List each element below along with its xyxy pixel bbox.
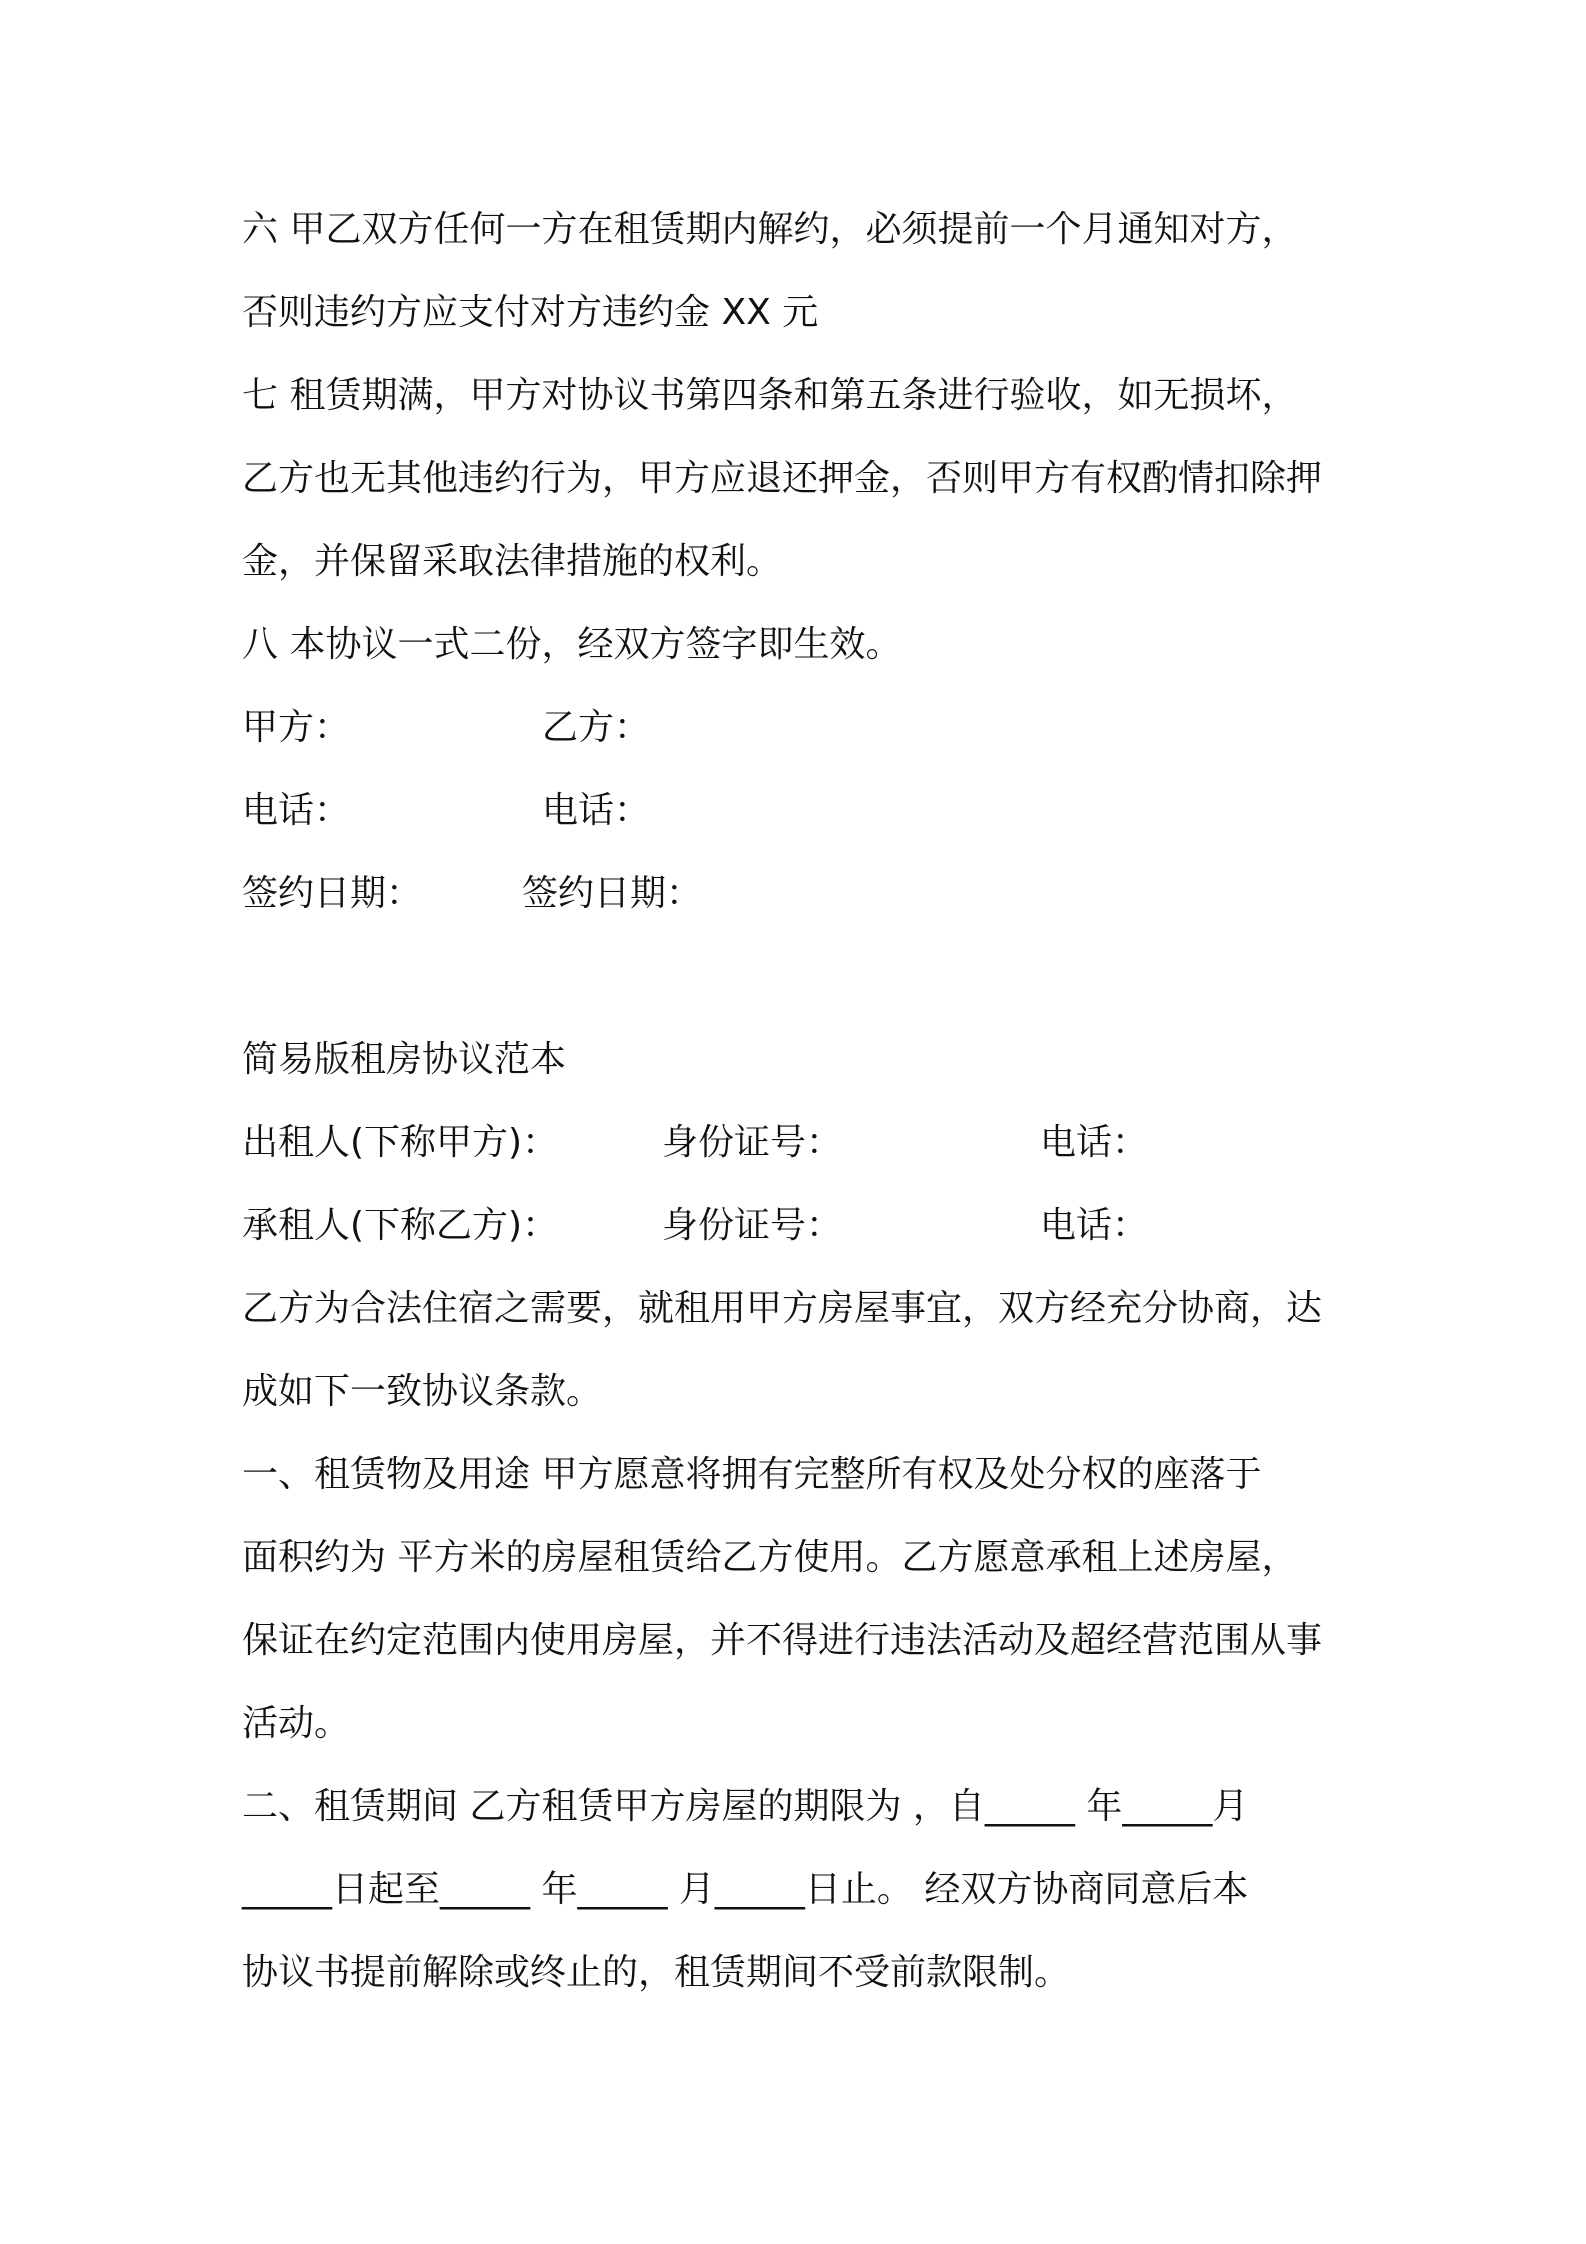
intro-line-1: 乙方为合法住宿之需要，就租用甲方房屋事宜，双方经充分协商，达 [242, 1288, 1323, 1329]
party-a-label: 甲方： [242, 707, 351, 748]
item-1-line-4: 活动。 [242, 1703, 351, 1744]
item-2-line-1: 二、租赁期间 乙方租赁甲方房屋的期限为 ，自_____ 年_____月 [242, 1786, 1249, 1827]
clause-6-line-2: 否则违约方应支付对方违约金 XX 元 [242, 292, 819, 333]
simple-agreement-title: 简易版租房协议范本 [242, 1039, 567, 1080]
intro-line-2: 成如下一致协议条款。 [242, 1371, 603, 1412]
date-a-label: 签约日期： [242, 873, 423, 914]
item-1-line-2: 面积约为 平方米的房屋租赁给乙方使用。乙方愿意承租上述房屋， [242, 1537, 1298, 1578]
clause-7-line-2: 乙方也无其他违约行为，甲方应退还押金，否则甲方有权酌情扣除押 [242, 458, 1323, 499]
lessee-phone-label: 电话： [1040, 1205, 1149, 1246]
lessor-phone-label: 电话： [1040, 1122, 1149, 1163]
item-1-line-1: 一、租赁物及用途 甲方愿意将拥有完整所有权及处分权的座落于 [242, 1454, 1262, 1495]
item-2-line-2: _____日起至_____ 年_____ 月_____日止。 经双方协商同意后本 [242, 1869, 1249, 1910]
item-1-line-3: 保证在约定范围内使用房屋，并不得进行违法活动及超经营范围从事 [242, 1620, 1323, 1661]
lessee-label: 承租人(下称乙方)： [242, 1205, 559, 1246]
clause-7-line-3: 金，并保留采取法律措施的权利。 [242, 541, 783, 582]
item-2-line-3: 协议书提前解除或终止的，租赁期间不受前款限制。 [242, 1952, 1071, 1993]
date-b-label: 签约日期： [522, 873, 703, 914]
party-b-label: 乙方： [542, 707, 651, 748]
clause-8-line-1: 八 本协议一式二份，经双方签字即生效。 [242, 624, 902, 665]
lessee-id-label: 身份证号： [662, 1205, 843, 1246]
clause-6-line-1: 六 甲乙双方任何一方在租赁期内解约，必须提前一个月通知对方， [242, 209, 1298, 250]
lessor-label: 出租人(下称甲方)： [242, 1122, 559, 1163]
clause-7-line-1: 七 租赁期满，甲方对协议书第四条和第五条进行验收，如无损坏， [242, 375, 1298, 416]
phone-b-label: 电话： [542, 790, 651, 831]
phone-a-label: 电话： [242, 790, 351, 831]
lessor-id-label: 身份证号： [662, 1122, 843, 1163]
